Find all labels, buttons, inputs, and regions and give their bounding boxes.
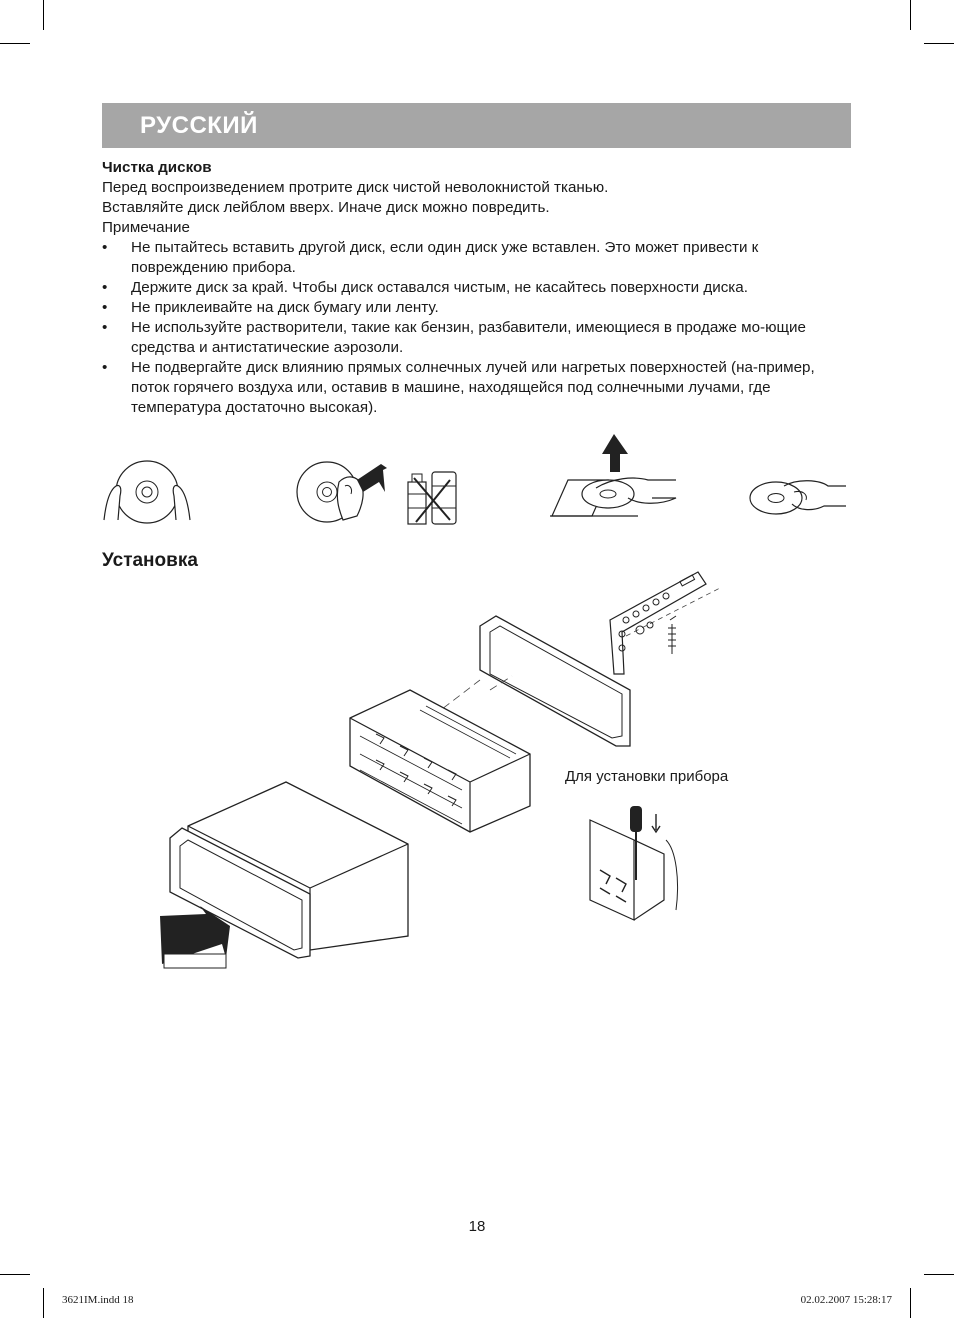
language-title: РУССКИЙ [140, 112, 258, 139]
bullet-text: Не приклеивайте на диск бумагу или ленту. [131, 299, 439, 316]
crop-mark [924, 43, 954, 44]
page-number: 18 [468, 1218, 486, 1235]
crop-mark [910, 1288, 911, 1318]
paragraph: Перед воспроизведением протрите диск чистой неволокнистой тканью. [102, 179, 609, 196]
insert-disc-label-up-illustration [548, 432, 680, 522]
bullet-text: Не используйте растворители, такие как бензин, разбавители, имеющиеся в продаже мо-ющие средства и антистатические аэрозоли. [131, 319, 806, 356]
crop-mark [0, 43, 30, 44]
disc-care-title: Чистка дисков [102, 159, 212, 176]
crop-mark [43, 1288, 44, 1318]
hold-disc-edge-illustration [748, 472, 848, 522]
mounting-sleeve [350, 690, 530, 832]
installation-title: Установка [102, 550, 198, 571]
disc-care-section [102, 158, 852, 418]
no-solvents-illustration [404, 468, 464, 526]
bullet-item: • Не подвергайте диск влиянию прямых солнечных лучей или нагретых поверхностей (на-пример, поток горячего воздуха или, оставив в машине, находящейся под солнечными лучами, где температура достаточно высокая). [102, 359, 815, 416]
installation-caption: Для установки прибора [565, 768, 729, 785]
bullet-item: • Держите диск за край. Чтобы диск оставался чистым, не касайтесь поверхности диска. [102, 279, 748, 296]
bullet-text: Не подвергайте диск влиянию прямых солнечных лучей или нагретых поверхностей (на-пример, поток горячего воздуха или, оставив в машине, находящейся под солнечными лучами, где температура достаточно высокая). [131, 359, 815, 416]
bullet-item: • Не используйте растворители, такие как бензин, разбавители, имеющиеся в продаже мо-ющие средства и антистатические аэрозоли. [102, 319, 806, 356]
trim-frame [480, 616, 630, 746]
hold-disc-illustration [100, 462, 195, 524]
language-banner [102, 103, 851, 148]
bullet-text: Держите диск за край. Чтобы диск оставался чистым, не касайтесь поверхности диска. [131, 279, 748, 296]
print-date-slug: 02.02.2007 15:28:17 [800, 1294, 892, 1306]
crop-mark [43, 0, 44, 30]
screwdriver-detail-illustration [586, 800, 682, 928]
paragraph: Вставляйте диск лейблом вверх. Иначе диск можно повредить. [102, 199, 550, 216]
crop-mark [910, 0, 911, 30]
bullet-text: Не пытайтесь вставить другой диск, если один диск уже вставлен. Это может привести к повреждению прибора. [131, 239, 759, 276]
crop-mark [0, 1274, 30, 1275]
note-label: Примечание [102, 219, 190, 236]
wipe-disc-illustration [295, 462, 390, 524]
crop-mark [924, 1274, 954, 1275]
mounting-strip [610, 572, 720, 674]
bullet-item: • Не пытайтесь вставить другой диск, если один диск уже вставлен. Это может привести к повреждению прибора. [102, 239, 759, 276]
bullet-item: • Не приклеивайте на диск бумагу или ленту. [102, 299, 439, 316]
file-slug: 3621IM.indd 18 [62, 1294, 134, 1306]
